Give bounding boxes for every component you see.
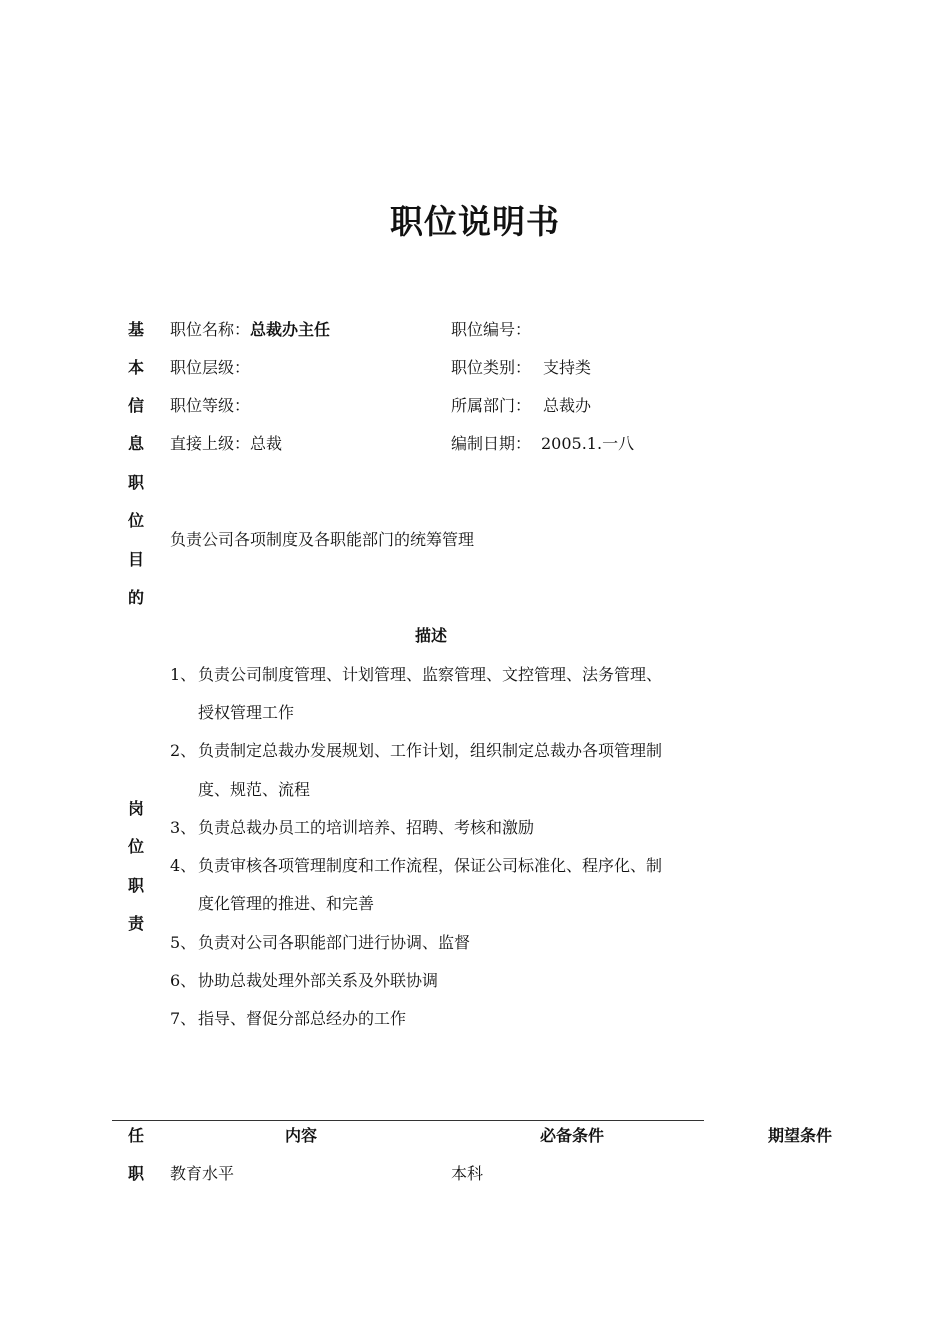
duty-2-line2: 度、规范、流程 [198, 780, 311, 799]
duty-1-line2: 授权管理工作 [198, 703, 295, 722]
duty-7-num: 7、 [170, 1009, 197, 1028]
duty-3-num: 3、 [170, 818, 197, 837]
position-grade-label: 职位等级： [170, 396, 251, 415]
basic-info-label-2: 本 [128, 358, 145, 377]
purpose-text: 负责公司各项制度及各职能部门的统筹管理 [170, 530, 475, 549]
duty-1-num: 1、 [170, 665, 197, 684]
position-name-label: 职位名称： [170, 320, 251, 339]
duty-5-num: 5、 [170, 933, 197, 952]
position-number-label: 职位编号： [451, 320, 532, 339]
duty-6-num: 6、 [170, 971, 197, 990]
position-name-value: 总裁办主任 [250, 320, 331, 339]
position-level-label: 职位层级： [170, 358, 251, 377]
qualification-label-2: 职 [128, 1164, 145, 1183]
duties-label-1: 岗 [128, 799, 145, 818]
duty-4-num: 4、 [170, 856, 197, 875]
table-divider [112, 1120, 704, 1121]
position-name-row [170, 317, 330, 340]
duty-5-line1: 负责对公司各职能部门进行协调、监督 [198, 933, 471, 952]
basic-info-label-1: 基 [128, 320, 145, 339]
purpose-label-4: 的 [128, 588, 145, 607]
header-content: 内容 [285, 1126, 318, 1145]
duty-1-line1: 负责公司制度管理、计划管理、监察管理、文控管理、法务管理、 [198, 665, 663, 684]
date-value: 2005.1.一八 [541, 434, 635, 453]
duty-7-line1: 指导、督促分部总经办的工作 [198, 1009, 407, 1028]
department-value: 总裁办 [543, 396, 592, 415]
basic-info-label-3: 信 [128, 396, 145, 415]
purpose-label-1: 职 [128, 473, 145, 492]
position-category-value: 支持类 [543, 358, 592, 377]
header-required: 必备条件 [540, 1126, 605, 1145]
purpose-label-2: 位 [128, 511, 145, 530]
duties-label-4: 责 [128, 914, 145, 933]
duty-2-line1: 负责制定总裁办发展规划、工作计划，组织制定总裁办各项管理制 [198, 741, 663, 760]
duty-4-line1: 负责审核各项管理制度和工作流程，保证公司标准化、程序化、制 [198, 856, 663, 875]
qualification-label-1: 任 [128, 1126, 145, 1145]
row-education-content: 教育水平 [170, 1164, 235, 1183]
date-label: 编制日期： [451, 434, 532, 453]
duty-2-num: 2、 [170, 741, 197, 760]
purpose-label-3: 目 [128, 550, 145, 569]
page-title: 职位说明书 [390, 202, 560, 241]
position-category-label: 职位类别： [451, 358, 532, 377]
department-label: 所属部门： [451, 396, 532, 415]
duties-header: 描述 [415, 626, 448, 645]
duty-6-line1: 协助总裁处理外部关系及外联协调 [198, 971, 439, 990]
duties-label-3: 职 [128, 876, 145, 895]
header-expected: 期望条件 [768, 1126, 833, 1145]
basic-info-label-4: 息 [128, 434, 145, 453]
duty-3-line1: 负责总裁办员工的培训培养、招聘、考核和激励 [198, 818, 535, 837]
duties-label-2: 位 [128, 837, 145, 856]
row-education-required: 本科 [451, 1164, 484, 1183]
supervisor-label: 直接上级：总裁 [170, 434, 283, 453]
duty-4-line2: 度化管理的推进、和完善 [198, 894, 375, 913]
